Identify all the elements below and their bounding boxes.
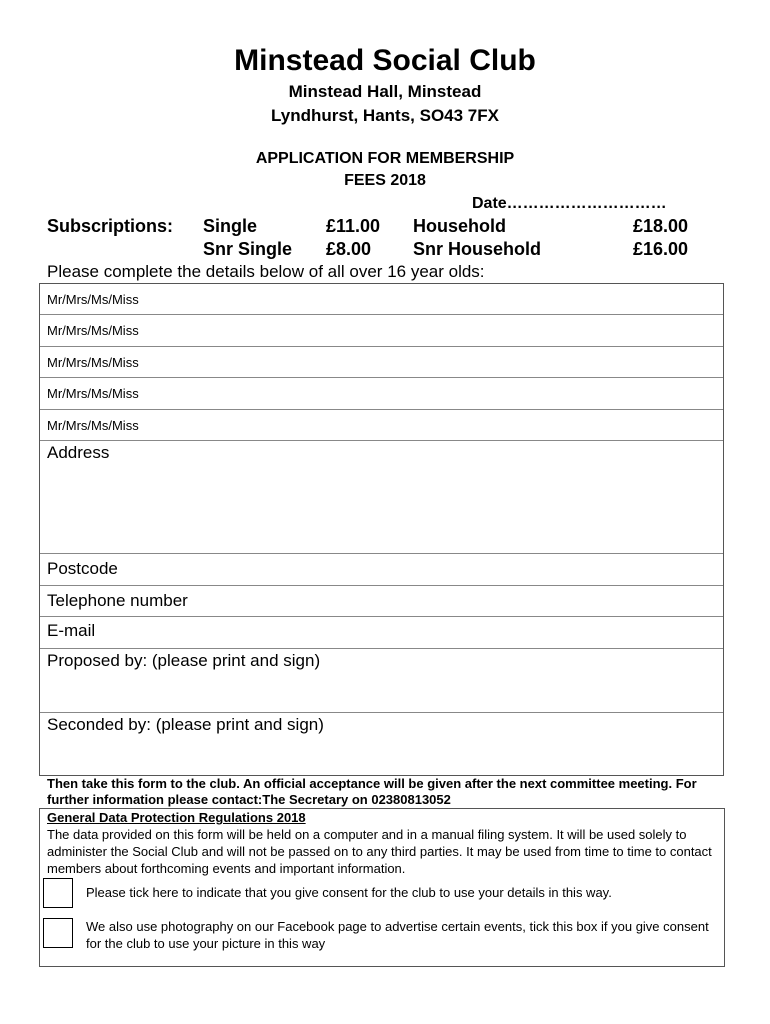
seconded-by-field[interactable] xyxy=(40,713,723,775)
telephone-field[interactable] xyxy=(40,586,723,617)
form-title: APPLICATION FOR MEMBERSHIP xyxy=(255,150,515,167)
member-details-form xyxy=(39,283,724,776)
club-address-line2: Lyndhurst, Hants, SO43 7FX xyxy=(271,106,499,125)
snr-single-price: £8.00 xyxy=(326,239,372,259)
consent-photos-checkbox[interactable] xyxy=(43,918,73,948)
member-name-row-3[interactable] xyxy=(40,347,723,378)
single-label: Single xyxy=(203,216,258,236)
name-title-label: Mr/Mrs/Ms/Miss xyxy=(47,292,139,307)
address-field[interactable] xyxy=(40,441,723,554)
email-label: E-mail xyxy=(47,621,96,640)
instructions-text: Please complete the details below of all over 16 year olds: xyxy=(47,262,485,281)
consent-photos-text: We also use photography on our Facebook page to advertise certain events, tick this box if you give consent for the club to use your picture in this way xyxy=(86,919,709,951)
club-address-line1: Minstead Hall, Minstead xyxy=(288,82,482,101)
gdpr-body: The data provided on this form will be held on a computer and in a manual filing system. It will be used solely to administer the Social Club and will not be passed on to any third parties. It may be used from time to time to contact members about forthcoming events and important information. xyxy=(47,827,712,876)
single-price: £11.00 xyxy=(326,216,381,236)
telephone-label: Telephone number xyxy=(47,591,188,610)
postcode-field[interactable] xyxy=(40,554,723,586)
consent-details-text: Please tick here to indicate that you give consent for the club to use your details in this way. xyxy=(86,885,612,900)
member-name-row-2[interactable] xyxy=(40,315,723,347)
club-name: Minstead Social Club xyxy=(234,44,536,77)
name-title-label: Mr/Mrs/Ms/Miss xyxy=(47,355,139,370)
proposed-by-field[interactable] xyxy=(40,649,723,713)
snr-household-label: Snr Household xyxy=(413,239,542,259)
submission-note: Then take this form to the club. An official acceptance will be given after the next committee meeting. For further information please contact:The Secretary on 02380813052 xyxy=(47,776,697,807)
postcode-label: Postcode xyxy=(47,559,118,578)
member-name-row-1[interactable] xyxy=(40,284,723,315)
gdpr-heading: General Data Protection Regulations 2018 xyxy=(47,810,306,825)
member-name-row-4[interactable] xyxy=(40,378,723,410)
member-name-row-5[interactable] xyxy=(40,410,723,441)
date-field[interactable]: Date………………………… xyxy=(472,195,667,212)
address-label: Address xyxy=(47,443,110,462)
household-label: Household xyxy=(413,216,506,236)
fees-year: FEES 2018 xyxy=(344,172,426,189)
subscriptions-label: Subscriptions: xyxy=(47,216,174,236)
consent-details-checkbox[interactable] xyxy=(43,878,73,908)
name-title-label: Mr/Mrs/Ms/Miss xyxy=(47,323,139,338)
name-title-label: Mr/Mrs/Ms/Miss xyxy=(47,418,139,433)
name-title-label: Mr/Mrs/Ms/Miss xyxy=(47,386,139,401)
gdpr-section xyxy=(39,808,725,967)
snr-single-label: Snr Single xyxy=(203,239,293,259)
seconded-by-label: Seconded by: (please print and sign) xyxy=(47,715,324,734)
proposed-by-label: Proposed by: (please print and sign) xyxy=(47,651,321,670)
snr-household-price: £16.00 xyxy=(633,239,689,259)
email-field[interactable] xyxy=(40,617,723,649)
household-price: £18.00 xyxy=(633,216,689,236)
